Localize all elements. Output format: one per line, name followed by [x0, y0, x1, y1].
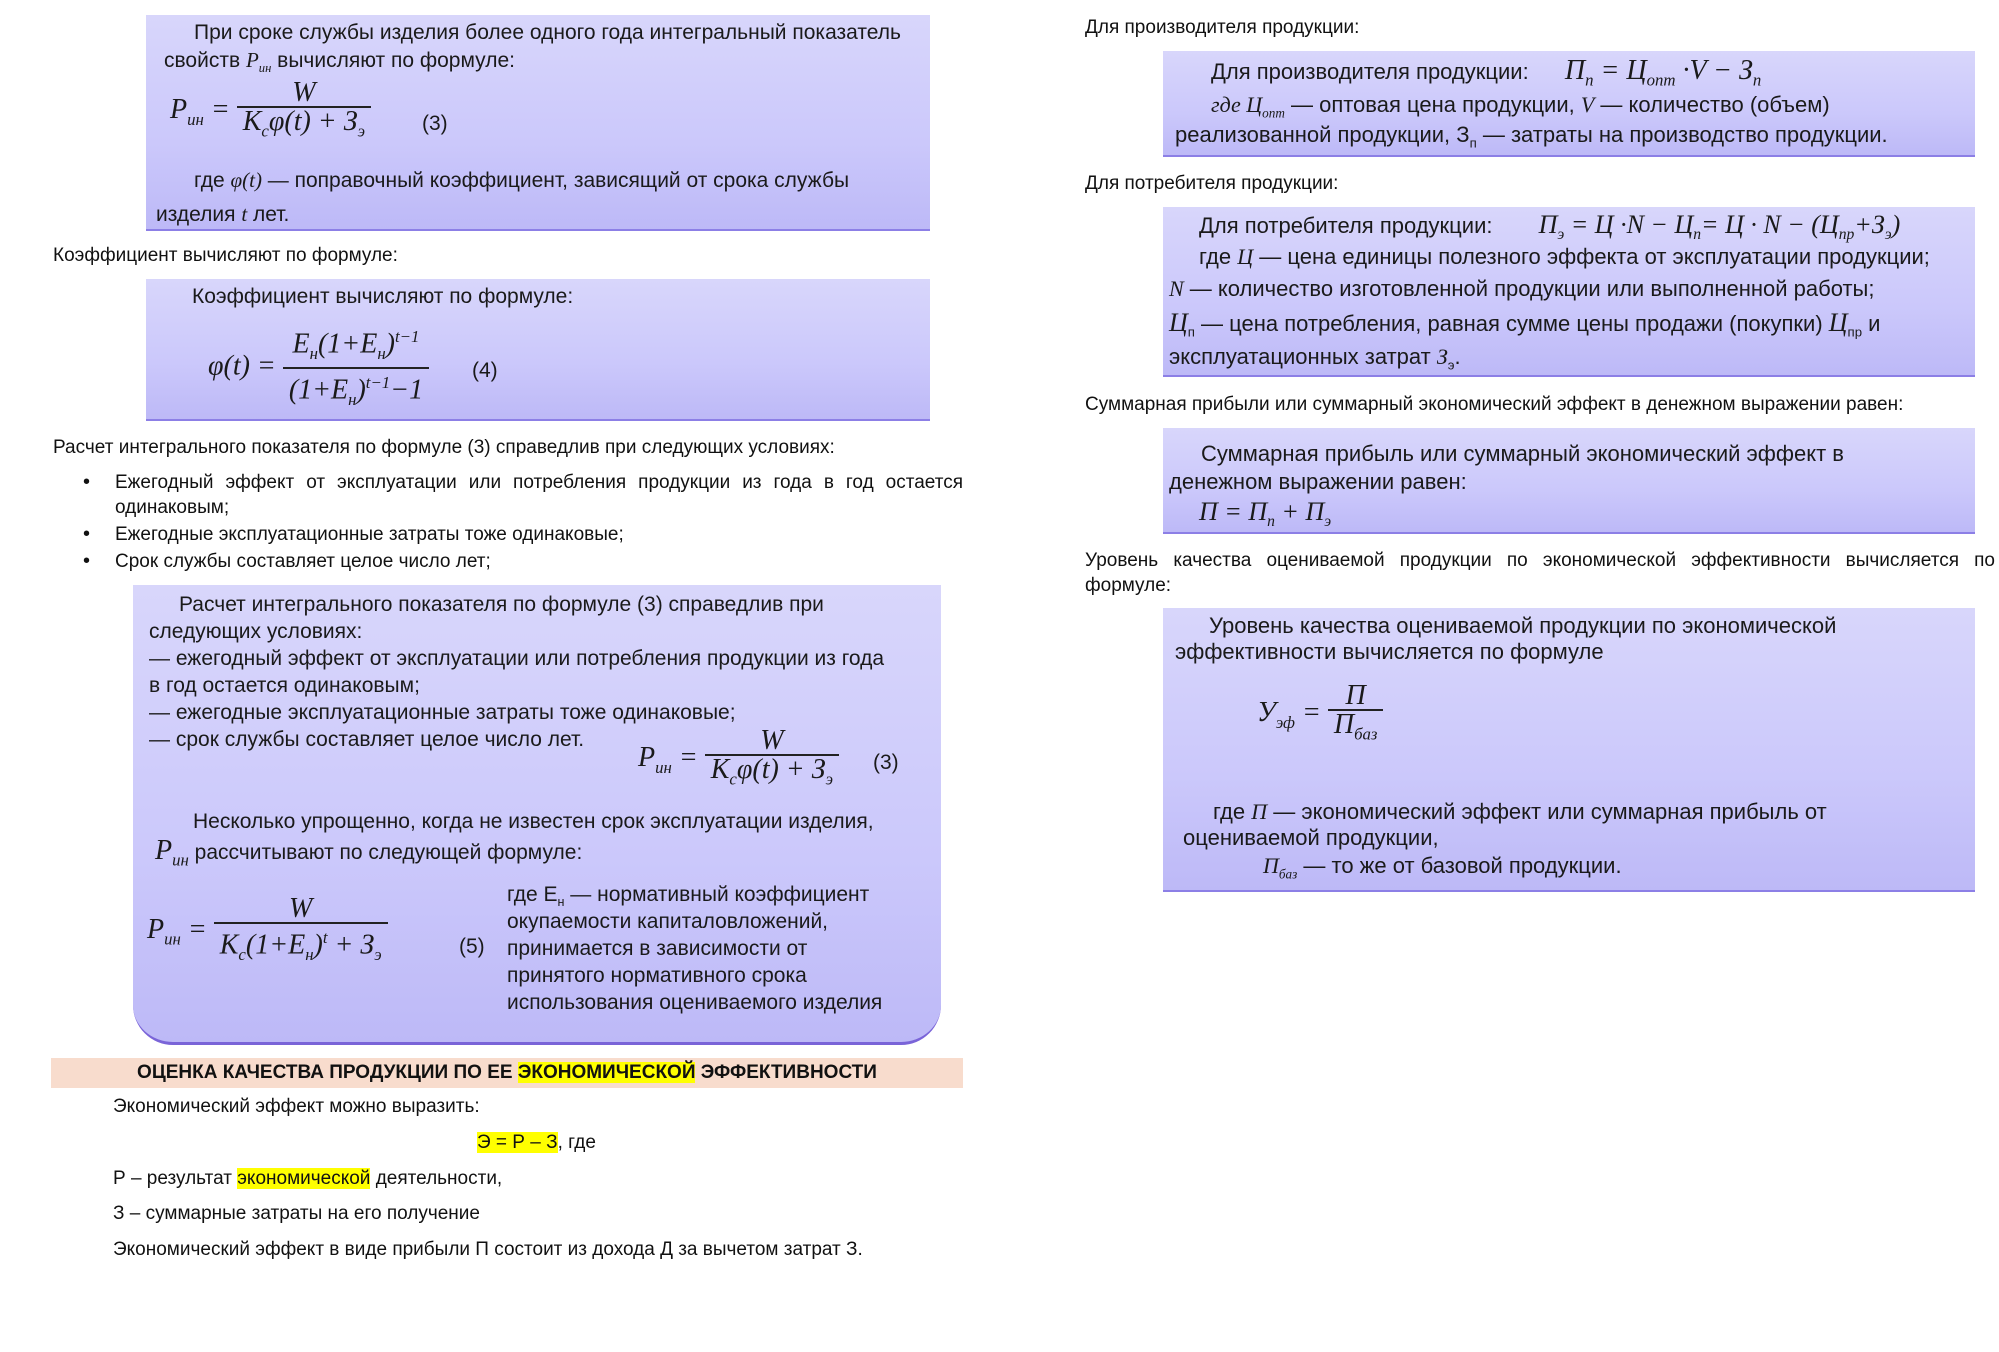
slide3-p7: Несколько упрощенно, когда не известен срок эксплуатации изделия, [193, 810, 874, 833]
formula-5: $P_{ин}$ = $\frac{W}{K_c(1+E_н)^t + З_э}$ [147, 895, 388, 968]
formula-4-number: (4) [472, 359, 498, 382]
slide3-note3: принимается в зависимости от [507, 937, 808, 960]
quality-formula: $У_{эф}$ = $\frac{П}{П_{баз}}$ [1257, 682, 1383, 748]
slide1-where-2: изделия t лет. [156, 202, 290, 226]
effect-intro: Экономический эффект можно выразить: [113, 1096, 480, 1117]
slide1-line1: При сроке службы изделия более одного года интегральный показатель [194, 21, 901, 44]
slide-conditions [133, 585, 941, 1045]
slide3-p5: — ежегодные эксплуатационные затраты тоже одинаковые; [149, 701, 736, 724]
formula-3-number: (3) [422, 112, 448, 135]
quality-line2: эффективности вычисляется по формуле [1175, 639, 1604, 664]
slide3-p1: Расчет интегрального показателя по формуле (3) справедлив при [179, 593, 824, 616]
slide3-p6: — срок службы составляет целое число лет. [149, 728, 585, 751]
consumer-text: Для потребителя продукции: [1085, 173, 1339, 194]
slide3-note1: где $E_н$ — нормативный коэффициент [507, 883, 870, 910]
slide3-note2: окупаемости капиталовложений, [507, 910, 829, 933]
slide1-line2: свойств $P_{ин}$ вычисляют по формуле: [164, 48, 515, 76]
total-profit-text: Суммарная прибыли или суммарный экономический эффект в денежном выражении равен: [1085, 394, 1904, 415]
quality-line1: Уровень качества оцениваемой продукции по экономической [1209, 613, 1837, 638]
slide-coefficient [146, 279, 930, 421]
slide3-note4: принятого нормативного срока [507, 964, 807, 987]
consumer-line5: эксплуатационных затрат $З_э$. [1169, 344, 1461, 373]
conditions-list [53, 470, 963, 574]
slide-quality-level [1163, 608, 1975, 892]
section-heading: ОЦЕНКА КАЧЕСТВА ПРОДУКЦИИ ПО ЕЕ ЭКОНОМИЧЕСКОЙ ЭФФЕКТИВНОСТИ [51, 1058, 963, 1088]
quality-level-text: Уровень качества оцениваемой продукции по экономической эффективности вычисляется по формуле: [1085, 550, 1995, 596]
producer-line2: где $Ц_{опт}$ — оптовая цена продукции, V — количество (объем) [1211, 92, 1830, 121]
slide-producer [1163, 51, 1975, 157]
slide1-where: где φ(t) — поправочный коэффициент, зависящий от срока службы [194, 168, 850, 192]
coefficient-text: Коэффициент вычисляют по формуле: [53, 245, 398, 266]
list-item: • Срок службы составляет целое число лет; [53, 549, 963, 574]
slide-consumer [1163, 207, 1975, 377]
total-profit-formula: $П = П_п + П_э$ [1199, 497, 1332, 531]
slide-integral-indicator [146, 15, 930, 231]
cost-definition: З – суммарные затраты на его получение [113, 1203, 480, 1224]
formula-5-number: (5) [459, 935, 485, 958]
profit-definition: Экономический эффект в виде прибыли П состоит из дохода Д за вычетом затрат З. [113, 1239, 863, 1260]
consumer-line3: N — количество изготовленной продукции или выполненной работы; [1169, 276, 1875, 301]
formula-3-repeat-number: (3) [873, 751, 899, 774]
formula-3-repeat: $P_{ин}$ = $\frac{W}{K_c\varphi(t) + З_э}$ [638, 727, 839, 793]
result-definition: Р – результат экономической деятельности, [113, 1168, 503, 1189]
producer-text: Для производителя продукции: [1085, 17, 1360, 38]
formula-3: $P_{ин}$ = $\frac{W}{K_c\varphi(t) + З_э}$ [170, 79, 371, 145]
formula-4: φ(t) = $\frac{E_н(1+E_н)^{t-1}}{(1+E_н)^{t-1}-1}$ [208, 323, 429, 413]
quality-where2: оцениваемой продукции, [1183, 825, 1439, 850]
consumer-line4: $Ц_п$ — цена потребления, равная сумме цены продажи (покупки) $Ц_{пр}$ и [1169, 308, 1881, 340]
total-profit-line1: Суммарная прибыль или суммарный экономический эффект в [1201, 441, 1844, 466]
slide-total-profit [1163, 428, 1975, 534]
list-item: • Ежегодный эффект от эксплуатации или потребления продукции из года в год остается одинаковым; [53, 470, 963, 520]
slide2-title: Коэффициент вычисляют по формуле: [192, 285, 574, 308]
total-profit-line2: денежном выражении равен: [1169, 469, 1467, 494]
slide3-p2: следующих условиях: [149, 620, 363, 643]
slide3-p8: $P_{ин}$ рассчитывают по следующей формуле: [155, 835, 583, 870]
producer-line3: реализованной продукции, $З_п$ — затраты на производство продукции. [1175, 122, 1888, 151]
slide3-p4: в год остается одинаковым; [149, 674, 420, 697]
producer-label: Для производителя продукции: $П_п = Ц_{опт} \cdot V - З_п$ [1211, 55, 1762, 90]
list-item: • Ежегодные эксплуатационные затраты тоже одинаковые; [53, 522, 963, 547]
quality-where3: $П_{баз}$ — то же от базовой продукции. [1263, 853, 1622, 882]
consumer-label: Для потребителя продукции: $П_э = Ц \cdot N - Ц_п= Ц \cdot N - (Ц_{пр}+З_э)$ [1199, 210, 1901, 244]
effect-formula: Э = Р – З, где [477, 1132, 596, 1153]
conditions-text: Расчет интегрального показателя по формуле (3) справедлив при следующих условиях: [53, 437, 835, 458]
slide3-note5: использования оцениваемого изделия [507, 991, 883, 1014]
consumer-line2: где Ц — цена единицы полезного эффекта от эксплуатации продукции; [1199, 244, 1930, 269]
slide3-p3: — ежегодный эффект от эксплуатации или потребления продукции из года [149, 647, 885, 670]
quality-where1: где П — экономический эффект или суммарная прибыль от [1213, 799, 1827, 824]
